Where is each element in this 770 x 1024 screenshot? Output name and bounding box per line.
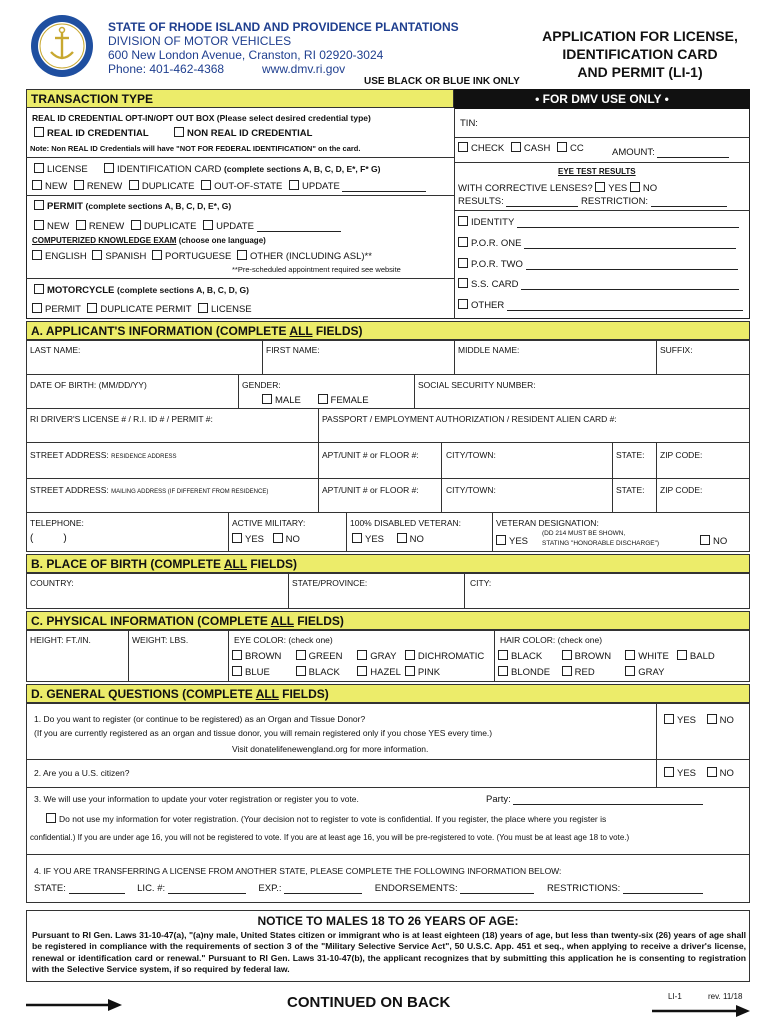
donor-no-checkbox[interactable] [707, 714, 717, 724]
military-yes-checkbox[interactable] [232, 533, 242, 543]
dmv-other-field[interactable] [507, 310, 743, 311]
party-field[interactable] [513, 804, 703, 805]
motorcycle-option[interactable]: MOTORCYCLE (complete sections A, B, C, D, G) [34, 284, 249, 296]
eye-black-checkbox[interactable] [296, 666, 306, 676]
q3-optout: Do not use my information for voter registration. (Your decision not to register to vote is confidential. If you register, the place where you register is [46, 813, 606, 824]
por-one-field[interactable] [524, 248, 736, 249]
mc-permit-checkbox[interactable] [32, 303, 42, 313]
permit-type-row: NEW RENEW DUPLICATE UPDATE [34, 220, 341, 232]
q2-text: 2. Are you a U.S. citizen? [34, 768, 130, 778]
telephone-label: TELEPHONE: [30, 518, 84, 528]
dmv-por-one: P.O.R. ONE [458, 237, 736, 249]
q4-text: 4. IF YOU ARE TRANSFERRING A LICENSE FROM ANOTHER STATE, PLEASE COMPLETE THE FOLLOWING INFORMATION BELOW: [34, 866, 562, 876]
q1-text: 1. Do you want to register (or continue to be registered) as an Organ and Tissue Donor? [34, 714, 366, 724]
transfer-state-field[interactable] [69, 893, 125, 894]
form-title-2: IDENTIFICATION CARD [562, 46, 718, 62]
eye-color-label: EYE COLOR: (check one) [234, 635, 333, 645]
corrective-lenses: WITH CORRECTIVE LENSES? YES NO [458, 183, 658, 194]
gender-options: MALE FEMALE [262, 394, 369, 406]
permit-update-field[interactable] [257, 231, 341, 232]
eye-dichromatic-checkbox[interactable] [405, 650, 415, 660]
header-state: STATE OF RHODE ISLAND AND PROVIDENCE PLANTATIONS [108, 20, 459, 34]
transfer-exp-field[interactable] [284, 893, 362, 894]
license-type-row: NEW RENEW DUPLICATE OUT-OF-STATE UPDATE [32, 180, 426, 192]
other-asl-checkbox[interactable] [237, 250, 247, 260]
cc-checkbox[interactable] [557, 142, 567, 152]
permit-checkbox[interactable] [34, 200, 44, 210]
license-checkbox[interactable] [34, 163, 44, 173]
duplicate-checkbox[interactable] [129, 180, 139, 190]
por-two-checkbox[interactable] [458, 258, 468, 268]
amount-field[interactable] [657, 157, 729, 158]
dob-label: DATE OF BIRTH: (MM/DD/YY) [30, 380, 147, 390]
header-phone: Phone: 401-462-4368 [108, 62, 225, 76]
veteran-no-checkbox[interactable] [700, 535, 710, 545]
motorcycle-checkbox[interactable] [34, 284, 44, 294]
realid-title: REAL ID CREDENTIAL OPT-IN/OPT OUT BOX (Please select desired credential type) [32, 113, 371, 123]
dmv-other-checkbox[interactable] [458, 299, 468, 309]
hair-red-checkbox[interactable] [562, 666, 572, 676]
residence-zip-label: ZIP CODE: [660, 450, 703, 460]
dmv-header: • FOR DMV USE ONLY • [454, 89, 750, 109]
cash-checkbox[interactable] [511, 142, 521, 152]
disabled-yes-checkbox[interactable] [352, 533, 362, 543]
notice-body: Pursuant to RI Gen. Laws 31-10-47(a), "(a)ny male, United States citizen or immigrant who is at least eighteen (18) years of age, but less than twenty-six (26) years of age shall be registered in compliance with the requirements of section 3 of the "Military Selective Service Act", 50 U.S.C. App. 451 et seq., when applying to receive a driver's license, renewal or identification card or renewal." Pursuant to RI Gen. Laws 31-10-47(b), the applicant recognizes that by submitting this application he is consenting to registration with the Selective Service system, if so required by federal law. [32, 930, 746, 974]
exam-label: COMPUTERIZED KNOWLEDGE EXAM (choose one language) [32, 236, 266, 245]
party-label: Party: [486, 794, 703, 805]
female-checkbox[interactable] [318, 394, 328, 404]
veteran-yes-option: YES [496, 535, 528, 547]
spanish-checkbox[interactable] [92, 250, 102, 260]
header-division: DIVISION OF MOTOR VEHICLES [108, 34, 292, 48]
eye-gray-checkbox[interactable] [357, 650, 367, 660]
veteran-yes-checkbox[interactable] [496, 535, 506, 545]
disabled-no-checkbox[interactable] [397, 533, 407, 543]
birth-country-label: COUNTRY: [30, 578, 74, 588]
update-field[interactable] [342, 191, 426, 192]
eye-row-2: BLUE BLACK HAZEL PINK [232, 666, 440, 678]
male-checkbox[interactable] [262, 394, 272, 404]
residence-apt-label: APT/UNIT # or FLOOR #: [322, 450, 419, 460]
dd214-note-1: (DD 214 MUST BE SHOWN, [542, 530, 626, 537]
section-b-header: B. PLACE OF BIRTH (COMPLETE ALL FIELDS) [26, 554, 750, 573]
check-checkbox[interactable] [458, 142, 468, 152]
dmv-tin: TIN: [460, 118, 478, 129]
corrective-no-checkbox[interactable] [630, 182, 640, 192]
identity-checkbox[interactable] [458, 216, 468, 226]
birth-state-label: STATE/PROVINCE: [292, 578, 368, 588]
motorcycle-type-row: PERMIT DUPLICATE PERMIT LICENSE [32, 303, 252, 315]
corrective-yes-checkbox[interactable] [595, 182, 605, 192]
section-b-box [26, 573, 750, 609]
q1-options: YES NO [664, 714, 734, 726]
ss-card-checkbox[interactable] [458, 278, 468, 288]
disabled-veteran-label: 100% DISABLED VETERAN: [350, 518, 462, 528]
realid-checkbox[interactable] [34, 127, 44, 137]
dd214-note-2: STATING "HONORABLE DISCHARGE") [542, 540, 660, 547]
residence-city-label: CITY/TOWN: [446, 450, 496, 460]
telephone-area[interactable]: ( ) [30, 533, 67, 544]
english-checkbox[interactable] [32, 250, 42, 260]
residence-state-label: STATE: [616, 450, 645, 460]
hair-gray-checkbox[interactable] [625, 666, 635, 676]
mailing-state-label: STATE: [616, 485, 645, 495]
hair-black-checkbox[interactable] [498, 650, 508, 660]
mc-dup-permit-checkbox[interactable] [87, 303, 97, 313]
form-number: LI-1 [668, 992, 682, 1001]
permit-update-checkbox[interactable] [203, 220, 213, 230]
q3-text: 3. We will use your information to update your voter registration or register you to vote. [34, 794, 359, 804]
revision: rev. 11/18 [708, 992, 743, 1001]
eye-brown-checkbox[interactable] [232, 650, 242, 660]
military-label: ACTIVE MILITARY: [232, 518, 306, 528]
dmv-identity: IDENTITY [458, 216, 739, 228]
gender-label: GENDER: [242, 380, 281, 390]
right-arrow-icon [652, 1004, 750, 1020]
mailing-street-label: STREET ADDRESS: MAILING ADDRESS (IF DIFFERENT FROM RESIDENCE) [30, 485, 269, 495]
dmv-amount: AMOUNT: [612, 147, 729, 158]
exam-language-row: ENGLISH SPANISH PORTUGUESE OTHER (INCLUDING ASL)** [32, 250, 372, 262]
hair-row-1: BLACK BROWN WHITE BALD [498, 650, 715, 662]
permit-duplicate-checkbox[interactable] [131, 220, 141, 230]
ss-card-field[interactable] [521, 289, 739, 290]
first-name-label: FIRST NAME: [266, 345, 320, 355]
weight-label: WEIGHT: LBS. [132, 635, 189, 645]
header-address: 600 New London Avenue, Cranston, RI 02920-3024 [108, 48, 384, 62]
hair-white-checkbox[interactable] [625, 650, 635, 660]
eye-pink-checkbox[interactable] [405, 666, 415, 676]
results-row: RESULTS: RESTRICTION: [458, 196, 727, 207]
ssn-label: SOCIAL SECURITY NUMBER: [418, 380, 536, 390]
idcard-checkbox[interactable] [104, 163, 114, 173]
notice-title: NOTICE TO MALES 18 TO 26 YEARS OF AGE: [257, 914, 519, 928]
results-field[interactable] [506, 206, 578, 207]
realid-note: Note: Non REAL ID Credentials will have "NOT FOR FEDERAL IDENTIFICATION" on the card. [30, 144, 361, 153]
height-label: HEIGHT: FT./IN. [30, 635, 91, 645]
transfer-lic-field[interactable] [168, 893, 246, 894]
renew-checkbox[interactable] [74, 180, 84, 190]
middle-name-label: MIDDLE NAME: [458, 345, 520, 355]
header-website[interactable]: www.dmv.ri.gov [262, 62, 346, 76]
citizen-no-checkbox[interactable] [707, 767, 717, 777]
continued-on-back: CONTINUED ON BACK [287, 994, 451, 1011]
section-a-header: A. APPLICANT'S INFORMATION (COMPLETE ALL FIELDS) [26, 321, 750, 340]
q1-note: (If you are currently registered as an organ and tissue donor, you will remain registered only if you chose YES every time.) [34, 728, 493, 738]
outofstate-checkbox[interactable] [201, 180, 211, 190]
veteran-no-option: NO [700, 535, 727, 547]
portuguese-checkbox[interactable] [152, 250, 162, 260]
passport-label: PASSPORT / EMPLOYMENT AUTHORIZATION / RESIDENT ALIEN CARD #: [322, 414, 617, 424]
identity-field[interactable] [517, 227, 739, 228]
citizen-yes-checkbox[interactable] [664, 767, 674, 777]
new-checkbox[interactable] [32, 180, 42, 190]
hair-bald-checkbox[interactable] [677, 650, 687, 660]
military-options: YES NO [232, 533, 300, 545]
eye-hazel-checkbox[interactable] [357, 666, 367, 676]
birth-city-label: CITY: [470, 578, 492, 588]
hair-color-label: HAIR COLOR: (check one) [500, 635, 603, 645]
section-d-header: D. GENERAL QUESTIONS (COMPLETE ALL FIELDS) [26, 684, 750, 703]
voter-optout-checkbox[interactable] [46, 813, 56, 823]
residence-street-label: STREET ADDRESS: RESIDENCE ADDRESS [30, 450, 177, 460]
permit-new-checkbox[interactable] [34, 220, 44, 230]
por-two-field[interactable] [526, 269, 738, 270]
hair-brown-checkbox[interactable] [562, 650, 572, 660]
eye-row-1: BROWN GREEN GRAY DICHROMATIC [232, 650, 484, 662]
section-c-header: C. PHYSICAL INFORMATION (COMPLETE ALL FIELDS) [26, 611, 750, 630]
dmv-ss-card: S.S. CARD [458, 278, 739, 290]
q4-fields: STATE: LIC. #: EXP.: ENDORSEMENTS: RESTRICTIONS: [34, 883, 703, 894]
license-number-label: RI DRIVER'S LICENSE # / R.I. ID # / PERMIT #: [30, 414, 213, 424]
permit-renew-checkbox[interactable] [76, 220, 86, 230]
transaction-header: TRANSACTION TYPE [26, 89, 454, 108]
mailing-city-label: CITY/TOWN: [446, 485, 496, 495]
disabled-options: YES NO [352, 533, 424, 545]
state-seal [30, 14, 94, 78]
dmv-payment-row: CHECK CASH CC [458, 142, 584, 154]
q2-options: YES NO [664, 767, 734, 779]
hair-row-2: BLONDE RED GRAY [498, 666, 665, 678]
military-no-checkbox[interactable] [273, 533, 283, 543]
suffix-label: SUFFIX: [660, 345, 693, 355]
last-name-label: LAST NAME: [30, 345, 81, 355]
realid-option[interactable]: REAL ID CREDENTIAL [34, 127, 149, 139]
idcard-option[interactable]: IDENTIFICATION CARD (complete sections A, B, C, D, E*, F* G) [104, 163, 380, 175]
por-one-checkbox[interactable] [458, 237, 468, 247]
form-title-3: AND PERMIT (LI-1) [577, 64, 703, 80]
mailing-apt-label: APT/UNIT # or FLOOR #: [322, 485, 419, 495]
restriction-field[interactable] [651, 206, 727, 207]
mc-license-checkbox[interactable] [198, 303, 208, 313]
left-arrow-icon [26, 998, 122, 1014]
hair-blonde-checkbox[interactable] [498, 666, 508, 676]
donor-yes-checkbox[interactable] [664, 714, 674, 724]
transfer-endorse-field[interactable] [460, 893, 534, 894]
dmv-other: OTHER [458, 299, 743, 311]
ink-note: USE BLACK OR BLUE INK ONLY [364, 76, 520, 87]
mailing-zip-label: ZIP CODE: [660, 485, 703, 495]
eye-test-title: EYE TEST RESULTS [558, 167, 636, 176]
transfer-restrict-field[interactable] [623, 893, 703, 894]
prescheduled-note: **Pre-scheduled appointment required see website [232, 265, 401, 274]
update-checkbox[interactable] [289, 180, 299, 190]
dmv-por-two: P.O.R. TWO [458, 258, 738, 270]
license-option[interactable]: LICENSE [34, 163, 88, 175]
eye-blue-checkbox[interactable] [232, 666, 242, 676]
permit-option[interactable]: PERMIT (complete sections A, B, C, D, E*, G) [34, 200, 231, 212]
q1-visit: Visit donatelifenewengland.org for more information. [232, 744, 429, 754]
nonrealid-checkbox[interactable] [174, 127, 184, 137]
nonrealid-option[interactable]: NON REAL ID CREDENTIAL [174, 127, 312, 139]
eye-green-checkbox[interactable] [296, 650, 306, 660]
q3-confidential: confidential.) If you are under age 16, you will not be registered to vote. If you are at least age 16, you will be pre-registered to vote. (You must be at least age 18 to vote.) [30, 833, 630, 842]
form-title-1: APPLICATION FOR LICENSE, [542, 28, 738, 44]
veteran-designation-label: VETERAN DESIGNATION: [496, 518, 599, 528]
